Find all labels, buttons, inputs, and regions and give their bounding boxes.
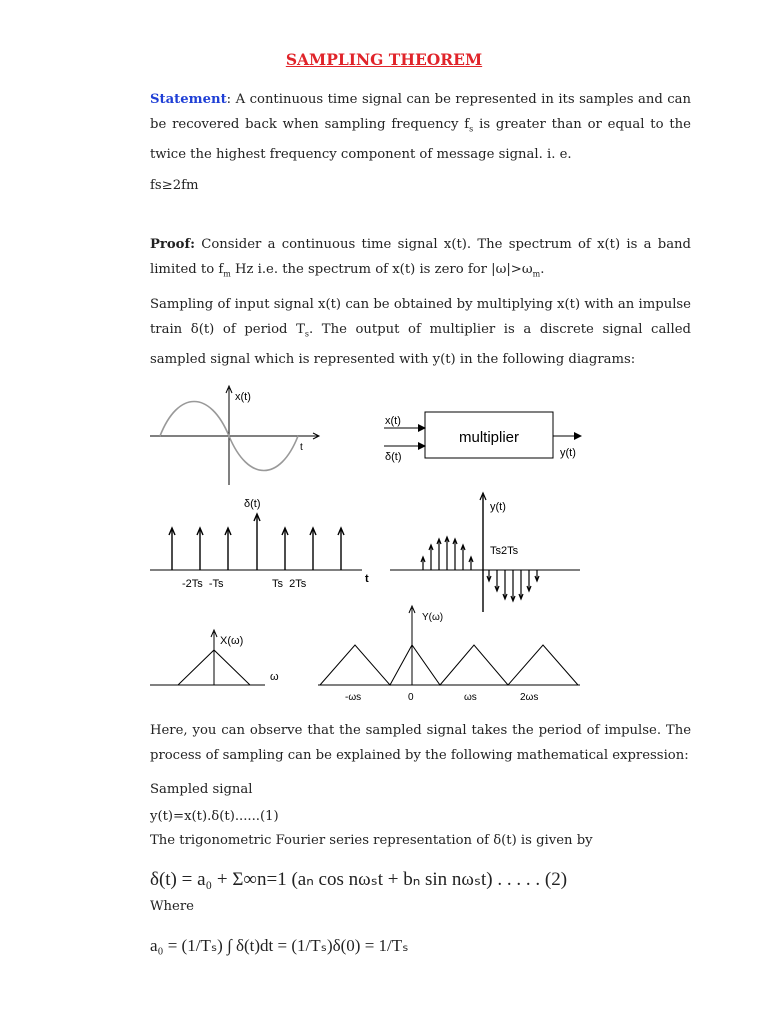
statement-paragraph xyxy=(150,87,691,167)
sampling-figure xyxy=(140,380,610,710)
statement-label: Statement xyxy=(150,92,227,107)
proof-paragraph xyxy=(150,232,691,287)
Yw-tick-2ws: 2ωs xyxy=(520,692,539,703)
sampled-signal-plot xyxy=(390,493,580,612)
message-spectrum-plot xyxy=(150,630,279,685)
sampling-paragraph xyxy=(150,292,691,372)
yt-label: y(t) xyxy=(490,501,506,513)
observe-paragraph: Here, you can observe that the sampled signal takes the period of impulse. The process of sampling can be explained by the following mathematical expression: xyxy=(150,723,691,763)
proof-sub-m2: m xyxy=(532,269,541,279)
yt-samples xyxy=(421,537,539,601)
delta-label: δ(t) xyxy=(244,498,261,510)
sampling-text-1: Sampling of input signal x(t) can be obtained by multiplying x(t) with an impulse train δ(t) of period T xyxy=(150,297,691,337)
proof-label: Proof: xyxy=(150,237,195,252)
impulse-train-plot xyxy=(150,498,369,590)
output-yt-label: y(t) xyxy=(560,447,576,459)
where-label: Where xyxy=(150,899,194,914)
statement-text-1: : A continuous time signal can be represented in its samples and can be recovered back when sampling frequency f xyxy=(150,92,691,132)
Yw-tick-ws: ωs xyxy=(464,692,477,703)
Yw-tick-zero: 0 xyxy=(408,692,414,703)
input-xt-label: x(t) xyxy=(385,415,401,427)
w-label: ω xyxy=(270,671,279,683)
statement-sub: s xyxy=(469,124,474,134)
equation-1: y(t)=x(t).δ(t)......(1) xyxy=(150,809,279,824)
impulses xyxy=(169,514,344,570)
fourier-sentence: The trigonometric Fourier series representation of δ(t) is given by xyxy=(150,833,593,848)
delta-t-label: t xyxy=(365,573,369,585)
equation-3: a₀ = (1/Tₛ) ∫ δ(t)dt = (1/Tₛ)δ(0) = 1/Tₛ xyxy=(150,936,409,955)
yt-ticks: Ts2Ts xyxy=(490,545,519,557)
multiplier-label: multiplier xyxy=(458,429,520,446)
xt-label: x(t) xyxy=(235,391,251,403)
condition-line: fs≥2fm xyxy=(150,178,199,193)
Yw-label: Y(ω) xyxy=(422,612,444,623)
proof-text-1: Consider a continuous time signal x(t). The spectrum of x(t) is a band limited to f xyxy=(150,237,691,277)
statement-text-2: is greater than or equal to the twice the highest frequency component of message signal. i. e. xyxy=(150,117,691,162)
Yw-tick-neg-ws: -ωs xyxy=(345,692,362,703)
page-title: SAMPLING THEOREM xyxy=(285,50,483,69)
delta-ticks-left: -2Ts -Ts xyxy=(182,578,224,590)
proof-text-3: . xyxy=(540,262,545,277)
equation-2: δ(t) = a₀ + Σ∞n=1 (aₙ cos nωₛt + bₙ sin nωₛt) . . . . . (2) xyxy=(150,869,568,890)
multiplier-diagram xyxy=(384,412,580,463)
delta-ticks-right: Ts 2Ts xyxy=(272,578,307,590)
sampled-signal-label: Sampled signal xyxy=(150,782,253,797)
sampling-sub: s xyxy=(304,329,309,339)
sampled-spectrum-plot xyxy=(318,606,580,703)
Xw-label: X(ω) xyxy=(220,635,244,647)
xt-plot xyxy=(150,386,319,485)
input-delta-label: δ(t) xyxy=(385,451,402,463)
proof-sub-m: m xyxy=(223,269,231,279)
Yw-triangles xyxy=(320,645,578,685)
sampling-text-2: . The output of multiplier is a discrete signal called sampled signal which is represented with y(t) in the following diagrams: xyxy=(150,322,691,367)
xt-t-label: t xyxy=(300,442,303,453)
proof-text-2: Hz i.e. the spectrum of x(t) is zero for |ω|>ω xyxy=(230,262,533,277)
